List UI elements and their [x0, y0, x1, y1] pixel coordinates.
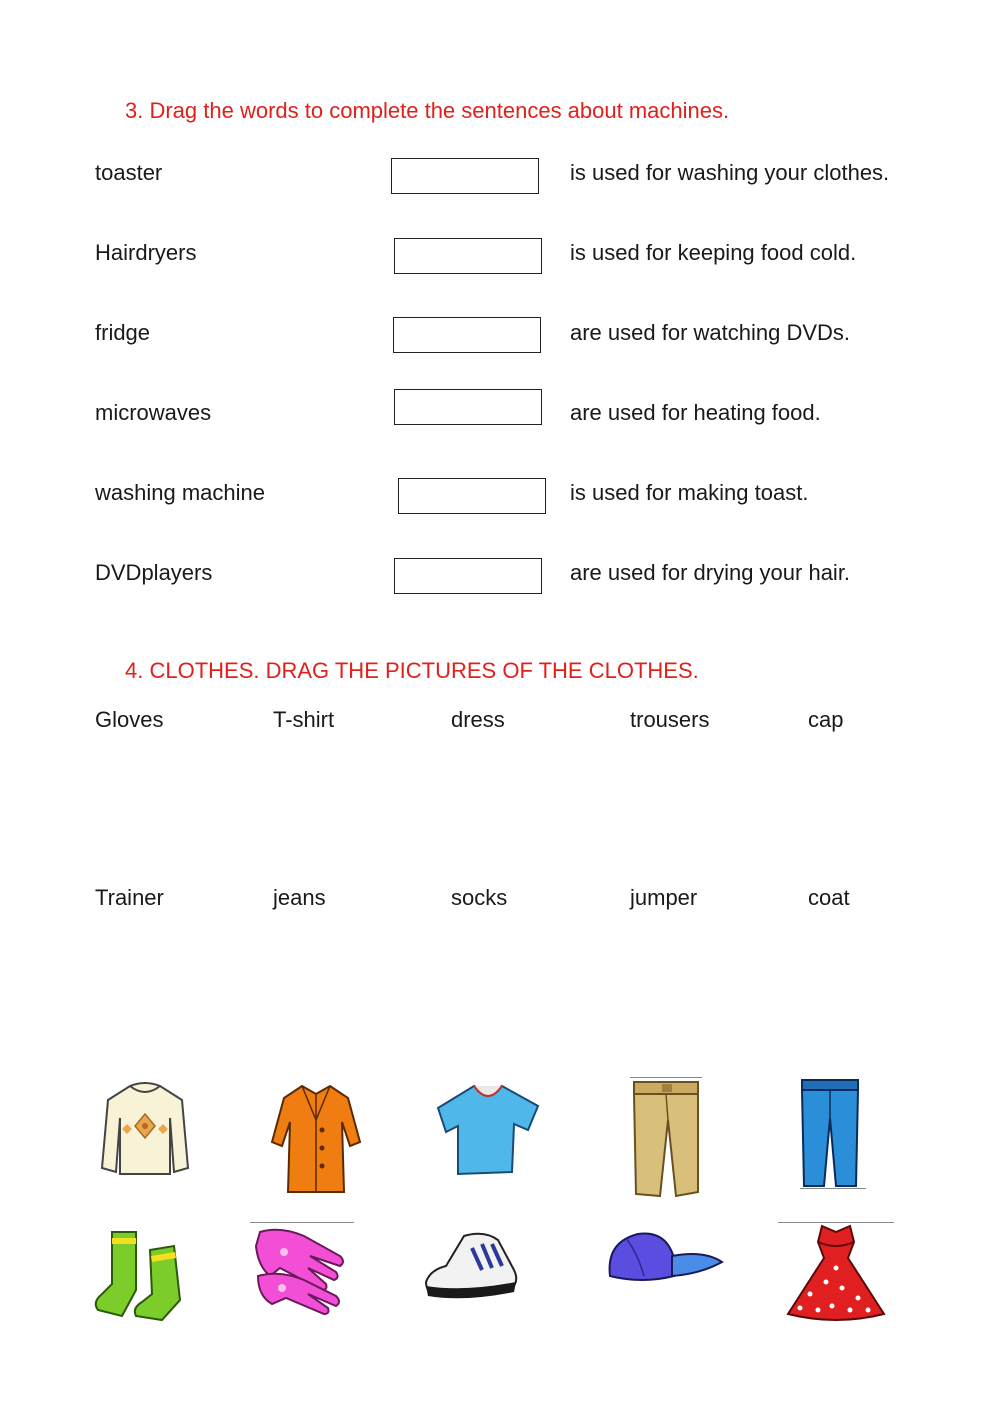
coat-picture[interactable]	[270, 1080, 362, 1198]
drop-box-2[interactable]	[394, 238, 542, 274]
dress-picture[interactable]	[780, 1222, 892, 1326]
sentence-3: are used for watching DVDs.	[570, 320, 851, 345]
trousers-picture[interactable]	[628, 1080, 704, 1200]
clothes-label-tshirt: T-shirt	[273, 707, 335, 732]
cap-picture[interactable]	[604, 1230, 726, 1290]
sentence-5: is used for making toast.	[570, 480, 809, 505]
trainer-picture[interactable]	[424, 1230, 520, 1304]
draggable-word-toaster[interactable]: toaster	[95, 160, 163, 185]
section-4-heading: 4. CLOTHES. DRAG THE PICTURES OF THE CLOTHES.	[125, 658, 699, 683]
drop-box-6[interactable]	[394, 558, 542, 594]
jumper-picture[interactable]	[100, 1078, 190, 1180]
gloves-picture[interactable]	[250, 1226, 350, 1320]
picture-divider-line	[630, 1077, 702, 1078]
drop-box-5[interactable]	[398, 478, 546, 514]
jeans-picture[interactable]	[798, 1078, 862, 1188]
drop-zone-row-1[interactable]	[95, 745, 955, 865]
picture-divider-line	[800, 1188, 866, 1189]
clothes-label-gloves: Gloves	[95, 707, 164, 732]
drop-box-4[interactable]	[394, 389, 542, 425]
drop-box-1[interactable]	[391, 158, 539, 194]
drop-box-3[interactable]	[393, 317, 541, 353]
tshirt-picture[interactable]	[436, 1080, 542, 1178]
draggable-word-dvdplayers[interactable]: DVDplayers	[95, 560, 213, 585]
clothes-label-jumper: jumper	[630, 885, 698, 910]
draggable-word-hairdryers[interactable]: Hairdryers	[95, 240, 197, 265]
socks-picture[interactable]	[92, 1230, 188, 1322]
sentence-2: is used for keeping food cold.	[570, 240, 857, 265]
draggable-word-fridge[interactable]: fridge	[95, 320, 151, 345]
clothes-label-jeans: jeans	[273, 885, 326, 910]
sentence-1: is used for washing your clothes.	[570, 160, 890, 185]
sentence-4: are used for heating food.	[570, 400, 821, 425]
picture-divider-line	[250, 1222, 354, 1223]
clothes-label-socks: socks	[451, 885, 508, 910]
draggable-word-washing-machine[interactable]: washing machine	[95, 480, 265, 505]
clothes-label-coat: coat	[808, 885, 850, 910]
clothes-label-trousers: trousers	[630, 707, 710, 732]
clothes-label-dress: dress	[451, 707, 505, 732]
clothes-label-trainer: Trainer	[95, 885, 164, 910]
draggable-word-microwaves[interactable]: microwaves	[95, 400, 212, 425]
sentence-6: are used for drying your hair.	[570, 560, 851, 585]
clothes-label-cap: cap	[808, 707, 844, 732]
section-3-heading: 3. Drag the words to complete the sentences about machines.	[125, 98, 730, 123]
drop-zone-row-2[interactable]	[95, 925, 955, 1055]
